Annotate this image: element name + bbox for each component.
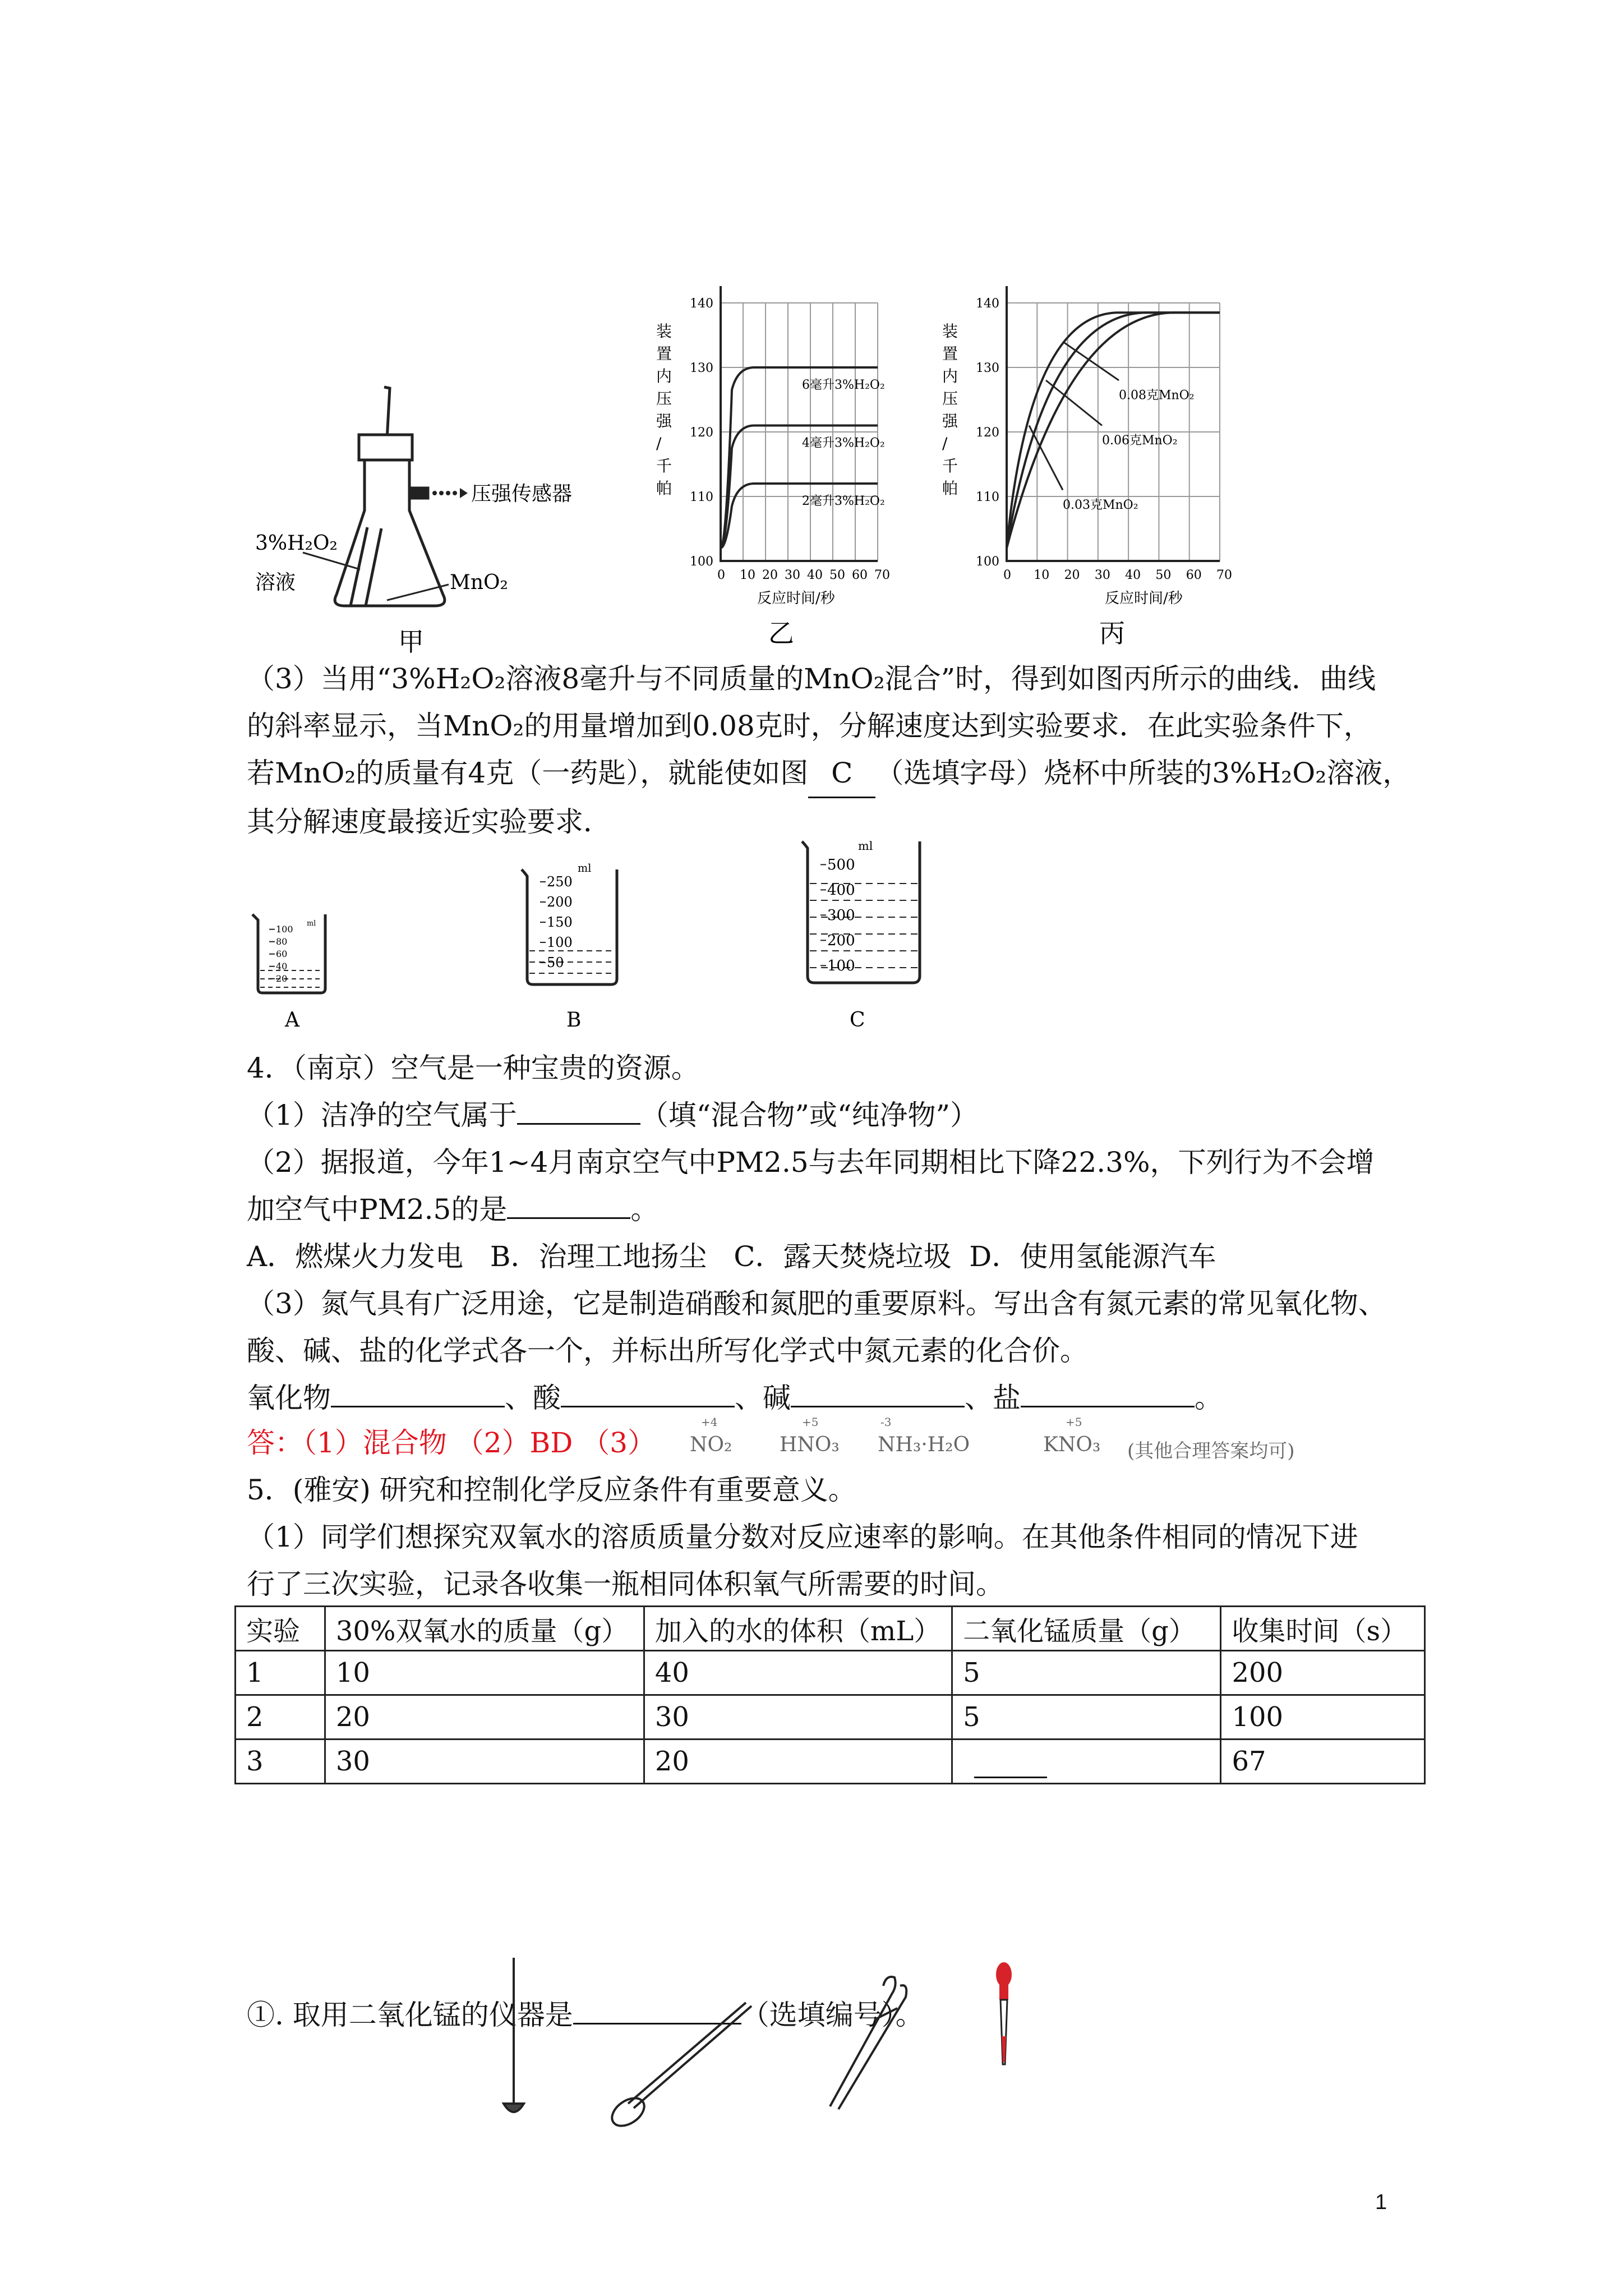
figure-label-bing: 丙: [1099, 618, 1125, 648]
beaker-unit: ml: [578, 862, 592, 875]
yi-ylabel-char: 内: [656, 367, 672, 385]
q4-blank-2[interactable]: [507, 1217, 630, 1219]
yi-ylabel-char: 装: [656, 322, 672, 341]
solution-label-2: 溶液: [255, 571, 296, 594]
bing-leader-line: [1063, 342, 1119, 380]
q5-block: [247, 1466, 1413, 1608]
bing-xtick: 50: [1155, 568, 1172, 582]
figure-label-jia: 甲: [398, 627, 424, 657]
yi-curve: [721, 484, 878, 548]
beaker-tick: 150: [547, 914, 573, 930]
yi-ytick: 140: [690, 297, 713, 311]
yi-curve: [721, 367, 878, 548]
yi-xtick: 10: [740, 568, 755, 582]
q4-blank-salt[interactable]: [1021, 1406, 1195, 1407]
table-cell: 30: [325, 1740, 644, 1784]
table-cell: 100: [1221, 1695, 1425, 1740]
chart-bing: [931, 278, 1245, 670]
q4-fill-line: 氧化物 、酸 、碱 、盐 。: [247, 1382, 1223, 1414]
q5-part1-line1: （1）同学们想探究双氧水的溶质质量分数对反应速率的影响。在其他条件相同的情况下进: [247, 1521, 1358, 1553]
q4-block: [247, 1045, 1413, 1421]
yi-series-label: 4毫升3%H₂O₂: [802, 436, 885, 450]
yi-xtick: 70: [874, 568, 890, 582]
table-header: 30%双氧水的质量（g）: [325, 1607, 644, 1651]
bing-ytick: 120: [976, 426, 999, 440]
beaker-tick: 100: [547, 935, 573, 950]
bing-ylabel-char: 内: [942, 367, 958, 385]
formula-nh3h2o: NH₃·H₂O: [878, 1433, 970, 1456]
bing-series-label: 0.06克MnO₂: [1102, 434, 1178, 448]
table-cell: 67: [1221, 1740, 1425, 1784]
yi-xtick: 50: [829, 568, 845, 582]
q4-blank-base[interactable]: [791, 1406, 965, 1407]
yi-ylabel-char: 千: [656, 457, 672, 475]
table-row: [236, 1740, 1425, 1784]
q4-options: A．燃煤火力发电 B．治理工地扬尘 C．露天焚烧垃圾 D．使用氢能源汽车: [247, 1240, 1216, 1273]
table-cell: 3: [236, 1740, 325, 1784]
beaker-b-label: B: [566, 1009, 582, 1032]
bing-xtick: 60: [1186, 568, 1202, 582]
mno2-label: MnO₂: [450, 571, 508, 594]
q4-part3-line1: （3）氮气具有广泛用途，它是制造硝酸和氮肥的重要原料。写出含有氮元素的常见氧化物、: [247, 1287, 1386, 1320]
yi-ytick: 120: [690, 426, 713, 440]
q4-part2-line1: （2）据报道，今年1~4月南京空气中PM2.5与去年同期相比下降22.3%，下列行为不会增: [247, 1146, 1375, 1179]
bing-ylabel-char: 强: [942, 412, 958, 430]
beaker-c-label: C: [850, 1009, 865, 1032]
yi-ylabel: [656, 322, 672, 498]
table-header: 收集时间（s）: [1221, 1607, 1425, 1651]
yi-ytick: 130: [690, 361, 713, 375]
yi-series-label: 2毫升3%H₂O₂: [802, 494, 885, 508]
bing-curve: [1007, 312, 1220, 548]
yi-xlabel: 反应时间/秒: [757, 590, 835, 607]
bing-xtick: 70: [1216, 568, 1232, 582]
bing-ytick: 110: [976, 490, 999, 504]
yi-xtick: 40: [807, 568, 823, 582]
table-header-row: [236, 1607, 1425, 1651]
beaker-tick: 60: [276, 949, 288, 959]
bing-ylabel-char: 装: [942, 322, 958, 341]
q3-line3: 若MnO₂的质量有4克（一药匙），就能使如图 C （选填字母）烧杯中所装的3%H₂O₂溶液，: [247, 749, 1413, 798]
bing-curve: [1007, 312, 1220, 548]
experiment-table: [234, 1605, 1426, 1784]
yi-xtick: 20: [762, 568, 778, 582]
bing-ylabel-char: 压: [942, 389, 958, 408]
q5-part1-line2: 行了三次实验，记录各收集一瓶相同体积氧气所需要的时间。: [247, 1568, 1004, 1600]
table-cell: 40: [644, 1651, 952, 1695]
q4-answer: 答：（1）混合物 （2）BD （3）: [247, 1427, 656, 1459]
bing-xtick: 0: [1003, 568, 1011, 582]
beaker-tick: 500: [827, 857, 855, 873]
beaker-tick: 80: [276, 936, 288, 947]
instruments-figure: [494, 1952, 1054, 2137]
q4-part3-line2: 酸、碱、盐的化学式各一个，并标出所写化学式中氮元素的化合价。: [247, 1335, 1088, 1367]
beakers-figure: [241, 836, 970, 1043]
valence-hno3: +5: [802, 1415, 819, 1429]
yi-xtick: 60: [852, 568, 868, 582]
q4-part1: （1）洁净的空气属于 （填“混合物”或“纯净物”）: [247, 1099, 979, 1131]
tweezers-icon[interactable]: [830, 1977, 906, 2109]
q3-answer-blank: C: [808, 749, 875, 798]
beaker-unit: ml: [307, 919, 316, 928]
beaker-tick: 40: [276, 961, 288, 972]
bing-ylabel-char: 置: [942, 344, 958, 363]
beaker-a-label: A: [285, 1009, 299, 1032]
yi-ylabel-char: /: [656, 434, 662, 453]
table-row: [236, 1651, 1425, 1695]
q4-part2-line2: 加空气中PM2.5的是 。: [247, 1193, 659, 1226]
yi-ylabel-char: 置: [656, 344, 672, 363]
beaker-tick: 20: [276, 973, 288, 984]
sensor-label: 压强传感器: [471, 482, 573, 505]
bing-ytick: 130: [976, 361, 999, 375]
page-number: 1: [1375, 2191, 1387, 2214]
yi-ylabel-char: 帕: [656, 479, 672, 498]
chart-yi: [645, 278, 892, 670]
beaker-tick: 250: [547, 874, 573, 890]
table-row: [236, 1695, 1425, 1740]
yi-axis: [721, 286, 878, 561]
beaker-tick: 300: [827, 907, 855, 924]
q5-instrument-question: ①. 取用二氧化锰的仪器是 （选填编号）。: [247, 1999, 924, 2031]
beaker-tick: 400: [827, 882, 855, 899]
bing-xtick: 10: [1034, 568, 1050, 582]
bing-series-label: 0.03克MnO₂: [1063, 498, 1138, 512]
formula-no2: NO₂: [690, 1433, 732, 1456]
yi-series-label: 6毫升3%H₂O₂: [802, 378, 885, 392]
formula-hno3: HNO₃: [780, 1433, 840, 1456]
valence-kno3: +5: [1066, 1415, 1082, 1429]
q3-line1: （3）当用“3%H₂O₂溶液8毫升与不同质量的MnO₂混合”时，得到如图丙所示的曲线．曲线: [247, 662, 1376, 695]
beaker-tick: 200: [827, 932, 855, 949]
solution-label-1: 3%H₂O₂: [255, 532, 338, 555]
q3-line2: 的斜率显示，当MnO₂的用量增加到0.08克时，分解速度达到实验要求．在此实验条件下，: [247, 710, 1372, 742]
beaker-tick: 100: [827, 958, 855, 974]
bing-xtick: 20: [1064, 568, 1080, 582]
bing-series-label: 0.08克MnO₂: [1119, 388, 1195, 403]
table-cell: 30: [644, 1695, 952, 1740]
table-cell: 5: [952, 1695, 1221, 1740]
q4-blank-acid[interactable]: [561, 1406, 735, 1407]
bing-ylabel: [942, 322, 958, 498]
q3-text: [247, 655, 1413, 845]
table-cell: 2: [236, 1695, 325, 1740]
bing-ylabel-char: 帕: [942, 479, 958, 498]
beaker-tick: 50: [547, 955, 564, 970]
yi-xtick: 30: [785, 568, 800, 582]
valence-nh3: -3: [880, 1415, 892, 1429]
bing-ytick: 100: [976, 555, 999, 569]
beaker-unit: ml: [858, 839, 873, 853]
bing-xlabel: 反应时间/秒: [1105, 590, 1183, 607]
table-header: 加入的水的体积（mL）: [644, 1607, 952, 1651]
answer-note: (其他合理答案均可): [1127, 1440, 1295, 1462]
spoon-icon[interactable]: [607, 2003, 751, 2132]
apparatus-figure: [241, 381, 623, 662]
q5-title: 5．(雅安) 研究和控制化学反应条件有重要意义。: [247, 1474, 856, 1506]
formula-kno3: KNO₃: [1043, 1433, 1101, 1456]
figure-label-yi: 乙: [768, 618, 794, 648]
table-cell-blank[interactable]: [952, 1740, 1221, 1784]
bing-curve: [1007, 312, 1220, 548]
beaker-c: [802, 841, 920, 983]
table-cell: 5: [952, 1651, 1221, 1695]
yi-xtick: 0: [717, 568, 725, 582]
q4-title: 4．（南京）空气是一种宝贵的资源。: [247, 1052, 699, 1084]
table-cell: 20: [325, 1695, 644, 1740]
bing-ytick: 140: [976, 297, 999, 311]
q4-blank-oxide[interactable]: [331, 1406, 505, 1407]
bing-ylabel-char: /: [942, 434, 948, 453]
beaker-tick: 100: [276, 924, 293, 935]
spatula-icon[interactable]: [504, 1958, 524, 2112]
q3-line4: 其分解速度最接近实验要求．: [247, 806, 611, 838]
dropper-icon[interactable]: [996, 1962, 1012, 2064]
yi-ylabel-char: 强: [656, 412, 672, 430]
table-cell: 20: [644, 1740, 952, 1784]
beaker-tick: 200: [547, 894, 573, 910]
yi-ylabel-char: 压: [656, 389, 672, 408]
q4-blank-1[interactable]: [517, 1123, 640, 1125]
table-cell: 10: [325, 1651, 644, 1695]
yi-ytick: 110: [690, 490, 713, 504]
bing-leader-line: [1046, 380, 1102, 426]
table-cell: 1: [236, 1651, 325, 1695]
bing-ylabel-char: 千: [942, 457, 958, 475]
bing-axis: [1007, 286, 1220, 561]
table-cell: 200: [1221, 1651, 1425, 1695]
bing-xtick: 30: [1094, 568, 1110, 582]
yi-ytick: 100: [690, 555, 713, 569]
valence-no2: +4: [701, 1415, 718, 1429]
bing-xtick: 40: [1125, 568, 1141, 582]
table-header: 实验: [236, 1607, 325, 1651]
table-header: 二氧化锰质量（g）: [952, 1607, 1221, 1651]
q4-answer-formulas: [684, 1411, 1424, 1461]
